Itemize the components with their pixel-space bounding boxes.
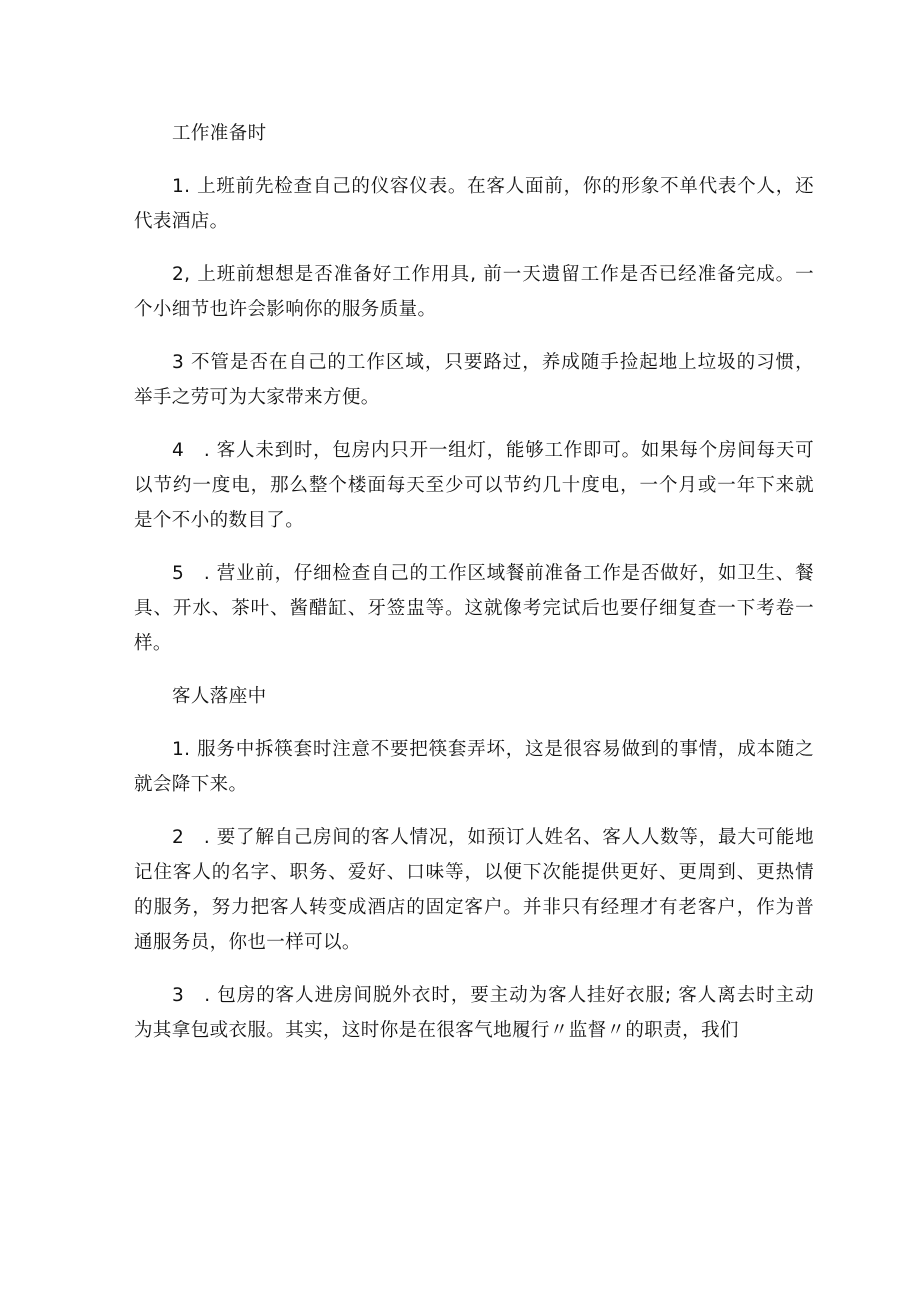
paragraph: 1. 上班前先检查自己的仪容仪表。在客人面前，你的形象不单代表个人，还代表酒店。 <box>134 176 814 232</box>
section-heading-seating: 客人落座中 <box>172 686 267 707</box>
paragraph: 3 . 包房的客人进房间脱外衣时，要主动为客人挂好衣服; 客人离去时主动为其拿包或衣服。其实，这时你是在很客气地履行〃监督〃的职责，我们 <box>134 985 814 1041</box>
paragraph: 4 . 客人未到时，包房内只开一组灯，能够工作即可。如果每个房间每天可以节约一度电，那么整个楼面每天至少可以节约几十度电，一个月或一年下来就是个不小的数目了。 <box>134 440 814 531</box>
paragraph: 2 . 要了解自己房间的客人情况，如预订人姓名、客人人数等，最大可能地记住客人的名字、职务、爱好、口味等，以便下次能提供更好、更周到、更热情的服务，努力把客人转变成酒店的固定客户。并非只有经理才有老客户，作为普通服务员，你也一样可以。 <box>134 827 814 953</box>
paragraph: 3 不管是否在自己的工作区域，只要路过，养成随手捡起地上垃圾的习惯，举手之劳可为大家带来方便。 <box>134 352 814 408</box>
document-body <box>134 116 814 1066</box>
paragraph: 1. 服务中拆筷套时注意不要把筷套弄坏，这是很容易做到的事情，成本随之就会降下来。 <box>134 739 814 795</box>
paragraph: 5 . 营业前，仔细检查自己的工作区域餐前准备工作是否做好，如卫生、餐具、开水、茶叶、酱醋缸、牙签盅等。这就像考完试后也要仔细复查一下考卷一样。 <box>134 563 814 654</box>
section-heading-preparation: 工作准备时 <box>172 123 267 144</box>
paragraph: 2, 上班前想想是否准备好工作用具, 前一天遗留工作是否已经准备完成。一个小细节也许会影响你的服务质量。 <box>134 264 814 320</box>
